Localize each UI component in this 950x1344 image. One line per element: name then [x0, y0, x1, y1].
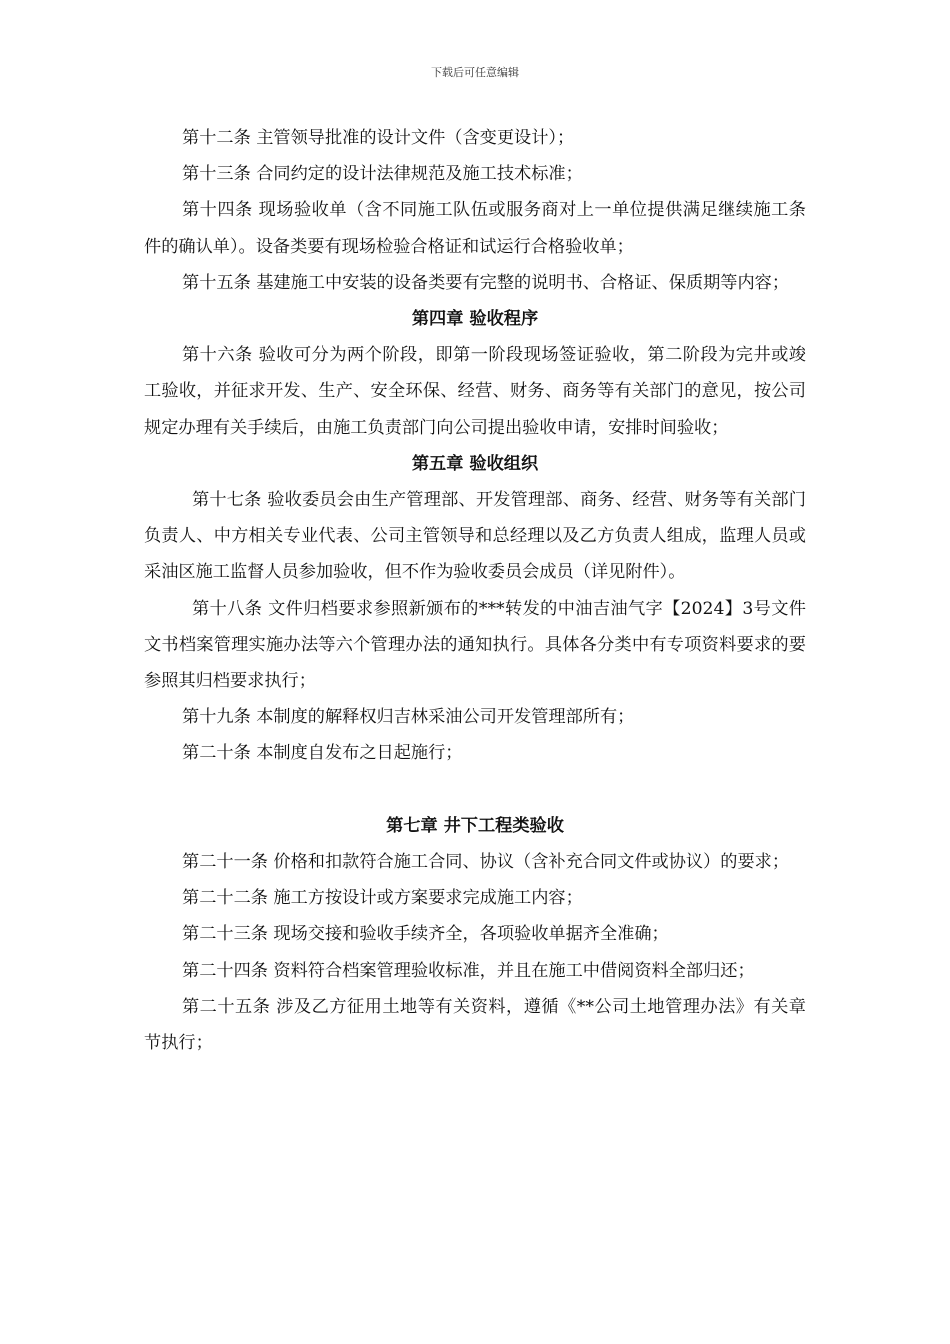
blank-line	[144, 772, 806, 808]
article-24: 第二十四条 资料符合档案管理验收标准，并且在施工中借阅资料全部归还；	[182, 960, 755, 981]
chapter-5-heading: 第五章 验收组织	[411, 453, 539, 474]
article-23: 第二十三条 现场交接和验收手续齐全，各项验收单据齐全准确；	[182, 924, 669, 945]
article-22: 第二十二条 施工方按设计或方案要求完成施工内容；	[182, 888, 583, 909]
article-16: 第十六条 验收可分为两个阶段，即第一阶段现场签证验收，第二阶段为完井或竣工验收，并征求开发、生产、安全环保、经营、财务、商务等有关部门的意见，按公司规定办理有关手续后，由施工负责部门向公司提出验收申请，安排时间验收；	[144, 345, 806, 438]
article-12: 第十二条 主管领导批准的设计文件（含变更设计）；	[182, 128, 575, 148]
article-21: 第二十一条 价格和扣款符合施工合同、协议（含补充合同文件或协议）的要求；	[182, 852, 790, 873]
article-17: 第十七条 验收委员会由生产管理部、开发管理部、商务、经营、财务等有关部门负责人、中方相关专业代表、公司主管领导和总经理以及乙方负责人组成，监理人员或采油区施工监督人员参加验收，但不作为验收委员会成员（详见附件）。	[144, 490, 806, 583]
article-20: 第二十条 本制度自发布之日起施行；	[182, 743, 463, 764]
chapter-7-heading: 第七章 井下工程类验收	[386, 815, 564, 836]
document-body	[144, 120, 806, 1061]
article-19: 第十九条 本制度的解释权归吉林采油公司开发管理部所有；	[182, 707, 635, 728]
article-18: 第十八条 文件归档要求参照新颁布的***转发的中油吉油气字【2024】3号文件文书档案管理实施办法等六个管理办法的通知执行。具体各分类中有专项资料要求的要参照其归档要求执行；	[144, 598, 806, 692]
article-14: 第十四条 现场验收单（含不同施工队伍或服务商对上一单位提供满足继续施工条件的确认单）。设备类要有现场检验合格证和试运行合格验收单；	[144, 200, 806, 257]
page-header-note: 下载后可任意编辑	[431, 66, 519, 79]
article-15: 第十五条 基建施工中安装的设备类要有完整的说明书、合格证、保质期等内容；	[182, 272, 790, 293]
article-25: 第二十五条 涉及乙方征用土地等有关资料，遵循《**公司土地管理办法》有关章节执行；	[144, 996, 806, 1054]
article-13: 第十三条 合同约定的设计法律规范及施工技术标准；	[182, 164, 583, 185]
chapter-4-heading: 第四章 验收程序	[411, 309, 539, 330]
